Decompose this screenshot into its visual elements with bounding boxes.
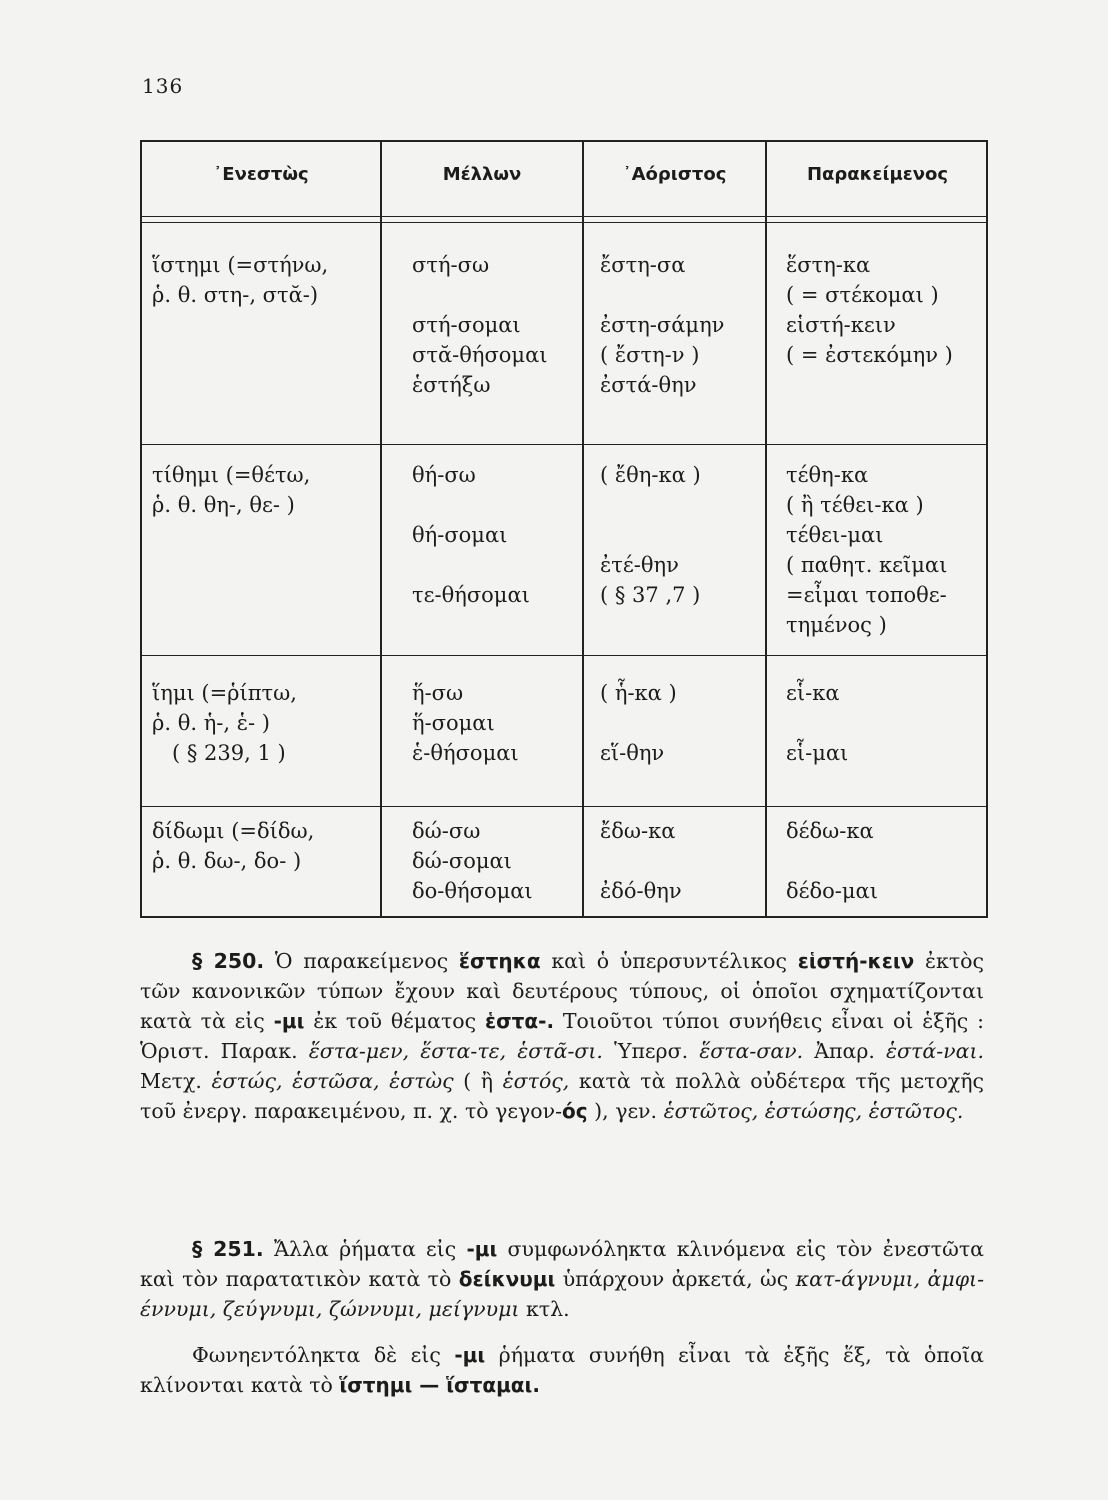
table-cell: ἵημι (=ῥίπτω, ῥ. θ. ἡ-, ἑ- ) ( § 239, 1 ): [152, 681, 297, 765]
table-cell: στή-σω στή-σομαι στᾰ-θήσομαι ἑστήξω: [412, 253, 548, 397]
section-251-paragraph: § 251. Ἄλλα ῥήματα εἰς -μι συμφωνόληκτα κλινόμενα εἰς τὸν ἐνεστῶτα καὶ τὸν παρατατικὸν κατὰ τὸ δείκνυμι ὑπάρχουν ἀρκετά, ὡς κατ-άγνυμι, ἀμφι-έννυμι, ζεύγνυμι, ζώννυμι, μείγνυμι κτλ.: [140, 1237, 985, 1321]
table-cell: ( ἔθη-κα ) ἐτέ-θην ( § 37 ,7 ): [600, 463, 701, 607]
section-250-paragraph: § 250. Ὁ παρακείμενος ἕστηκα καὶ ὁ ὑπερσυντέλικος εἱστή-κειν ἐκτὸς τῶν κανονικῶν τύπων ἔχουν καὶ δευτέρους τύπους, οἱ ὁποῖοι σχηματίζονται κατὰ τὰ εἰς -μι ἐκ τοῦ θέματος ἑστα-. Τοιοῦτοι τύποι συνήθεις εἶναι οἱ ἑξῆς : Ὁριστ. Παρακ. ἕστα-μεν, ἕστα-τε, ἑστᾶ-σι. Ὑπερσ. ἕστα-σαν. Ἀπαρ. ἑστά-ναι. Μετχ. ἑστώς, ἑστῶσα, ἑστὼς ( ἢ ἑστός, κατὰ τὰ πολλὰ οὐδέτερα τῆς μετοχῆς τοῦ ἐνεργ. παρακειμένου, π. χ. τὸ γεγον-ός ), γεν. ἑστῶτος, ἑστώσης, ἑστῶτος.: [140, 949, 985, 1123]
table-cell: δίδωμι (=δίδω, ῥ. θ. δω-, δο- ): [152, 819, 315, 873]
table-cell: ἔστη-σα ἐστη-σάμην ( ἔστη-ν ) ἐστά-θην: [600, 253, 725, 397]
table-cell: ἕστη-κα ( = στέκομαι ) εἱστή-κειν ( = ἐστεκόμην ): [786, 253, 953, 367]
table-cell: ἔδω-κα ἐδό-θην: [600, 819, 682, 903]
table-cell: εἷ-κα εἷ-μαι: [786, 681, 849, 765]
table-cell: δώ-σω δώ-σομαι δο-θήσομαι: [412, 819, 533, 903]
header-aorist: ᾿Αόριστος: [622, 164, 727, 185]
table-cell: θή-σω θή-σομαι τε-θήσομαι: [412, 463, 530, 607]
closing-paragraph: Φωνηεντόληκτα δὲ εἰς -μι ῥήματα συνήθη εἶναι τὰ ἑξῆς ἕξ, τὰ ὁποῖα κλίνονται κατὰ τὸ ἵστημι — ἵσταμαι.: [140, 1343, 984, 1397]
header-future: Μέλλων: [442, 164, 522, 185]
table-cell: ἵστημι (=στήνω, ῥ. θ. στη-, στᾰ-): [152, 253, 329, 307]
conjugation-table: [140, 140, 988, 918]
table-cell: ἥ-σω ἥ-σομαι ἑ-θήσομαι: [412, 681, 519, 765]
page-number: 136: [142, 74, 184, 98]
table-cell: δέδω-κα δέδο-μαι: [786, 819, 878, 903]
table-cell: ( ἧ-κα ) εἵ-θην: [600, 681, 677, 765]
header-present: ᾿Ενεστὼς: [213, 164, 309, 185]
table-cell: τίθημι (=θέτω, ῥ. θ. θη-, θε- ): [152, 463, 311, 517]
table-cell: τέθη-κα ( ἢ τέθει-κα ) τέθει-μαι ( παθητ. κεῖμαι =εἶμαι τοποθε- τημένος ): [786, 463, 948, 637]
header-perfect: Παρακείμενος: [806, 164, 949, 185]
